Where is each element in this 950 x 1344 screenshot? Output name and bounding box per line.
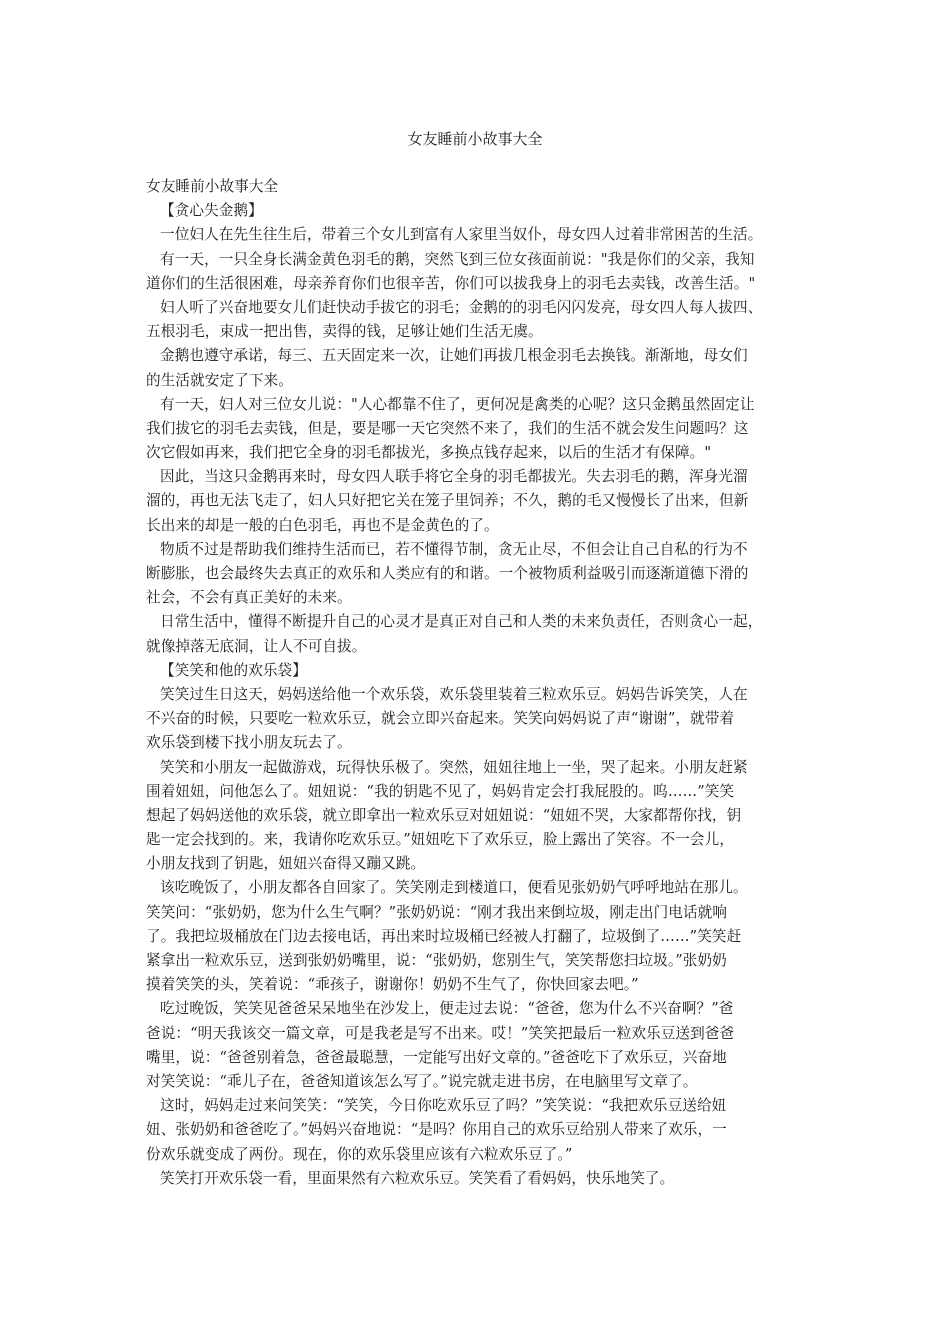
text-line: 日常生活中，懂得不断提升自己的心灵才是真正对自己和人类的未来负责任，否则贪心一起， bbox=[160, 613, 763, 631]
text-line: 摸着笑笑的头，笑着说：“乖孩子，谢谢你！奶奶不生气了，你快回家去吧。” bbox=[146, 976, 639, 994]
text-line: 笑笑过生日这天，妈妈送给他一个欢乐袋，欢乐袋里装着三粒欢乐豆。妈妈告诉笑笑，人在 bbox=[160, 685, 748, 703]
text-line: 我们拔它的羽毛去卖钱，但是，要是哪一天它突然不来了，我们的生活不就会发生问题吗？这 bbox=[146, 419, 749, 437]
text-line: 五根羽毛，束成一把出售，卖得的钱，足够让她们生活无虞。 bbox=[146, 323, 543, 341]
text-line: 份欢乐就变成了两份。现在，你的欢乐袋里应该有六粒欢乐豆了。” bbox=[146, 1145, 573, 1163]
text-line: 次它假如再来，我们把它全身的羽毛都拔光，多换点钱存起来，以后的生活才有保障。" bbox=[146, 444, 712, 462]
text-line: 社会，不会有真正美好的未来。 bbox=[146, 589, 352, 607]
text-line: 有一天，妇人对三位女儿说："人心都靠不住了，更何况是禽类的心呢？这只金鹅虽然固定让 bbox=[160, 395, 755, 413]
text-line: 爸说：“明天我该交一篇文章，可是我老是写不出来。哎！”笑笑把最后一粒欢乐豆送到爸爸 bbox=[146, 1024, 735, 1042]
text-line: 断膨胀，也会最终失去真正的欢乐和人类应有的和谐。一个被物质利益吸引而逐渐道德下滑的 bbox=[146, 565, 749, 582]
text-line: 笑笑问：“张奶奶，您为什么生气啊？”张奶奶说：“刚才我出来倒垃圾，刚走出门电话就响 bbox=[146, 903, 728, 921]
text-line: 小朋友找到了钥匙，妞妞兴奋得又蹦又跳。 bbox=[146, 855, 426, 873]
text-line: 【贪心失金鹅】 bbox=[160, 202, 263, 220]
text-line: 物质不过是帮助我们维持生活而已，若不懂得节制，贪无止尽，不但会让自己自私的行为不 bbox=[160, 540, 748, 558]
text-line: 因此，当这只金鹅再来时，母女四人联手将它全身的羽毛都拔光。失去羽毛的鹅，浑身光溜 bbox=[160, 468, 748, 486]
text-line: 紧拿出一粒欢乐豆，送到张奶奶嘴里，说：“张奶奶，您别生气，笑笑帮您扫垃圾。”张奶奶 bbox=[146, 952, 727, 969]
document-body bbox=[146, 175, 806, 1191]
text-line: 妇人听了兴奋地要女儿们赶快动手拔它的羽毛；金鹅的的羽毛闪闪发亮，母女四人每人拔四、 bbox=[160, 298, 763, 316]
text-line: 笑笑打开欢乐袋一看，里面果然有六粒欢乐豆。笑笑看了看妈妈，快乐地笑了。 bbox=[160, 1169, 675, 1187]
text-line: 就像掉落无底洞，让人不可自拔。 bbox=[146, 637, 367, 655]
text-line: 的生活就安定了下来。 bbox=[146, 371, 293, 389]
text-line: 女友睡前小故事大全 bbox=[146, 178, 279, 195]
text-line: 有一天，一只全身长满金黄色羽毛的鹅，突然飞到三位女孩面前说："我是你们的父亲，我知 bbox=[160, 250, 755, 268]
text-line: 溜的，再也无法飞走了，妇人只好把它关在笼子里饲养；不久，鹅的毛又慢慢长了出来，但新 bbox=[146, 492, 749, 510]
text-line: 了。我把垃圾桶放在门边去接电话，再出来时垃圾桶已经被人打翻了，垃圾倒了……”笑笑赶 bbox=[146, 927, 742, 945]
text-line: 道你们的生活很困难，母亲养育你们也很辛苦，你们可以拔我身上的羽毛去卖钱，改善生活。" bbox=[146, 274, 756, 292]
text-line: 欢乐袋到楼下找小朋友玩去了。 bbox=[146, 734, 352, 752]
text-line: 匙一定会找到的。来，我请你吃欢乐豆。”妞妞吃下了欢乐豆，脸上露出了笑容。不一会儿， bbox=[146, 831, 735, 849]
text-line: 金鹅也遵守承诺，每三、五天固定来一次，让她们再拔几根金羽毛去换钱。渐渐地，母女们 bbox=[160, 347, 748, 365]
text-line: 对笑笑说：“乖儿子在，爸爸知道该怎么写了。”说完就走进书房，在电脑里写文章了。 bbox=[146, 1072, 698, 1090]
text-line: 笑笑和小朋友一起做游戏，玩得快乐极了。突然，妞妞往地上一坐，哭了起来。小朋友赶紧 bbox=[160, 758, 748, 776]
text-line: 妞、张奶奶和爸爸吃了。”妈妈兴奋地说：“是吗？你用自己的欢乐豆给别人带来了欢乐，一 bbox=[146, 1121, 727, 1139]
text-line: 想起了妈妈送他的欢乐袋，就立即拿出一粒欢乐豆对妞妞说：“妞妞不哭，大家都帮你找，钥 bbox=[146, 806, 742, 824]
text-line: 一位妇人在先生往生后，带着三个女儿到富有人家里当奴仆，母女四人过着非常困苦的生活。 bbox=[160, 226, 763, 244]
text-line: 围着妞妞，问他怎么了。妞妞说：“我的钥匙不见了，妈妈肯定会打我屁股的。呜……”笑笑 bbox=[146, 782, 735, 800]
text-line: 长出来的却是一般的白色羽毛，再也不是金黄色的了。 bbox=[146, 516, 499, 534]
text-line: 吃过晚饭，笑笑见爸爸呆呆地坐在沙发上，便走过去说：“爸爸，您为什么不兴奋啊？”爸 bbox=[160, 1000, 734, 1018]
text-line: 嘴里，说：“爸爸别着急，爸爸最聪慧，一定能写出好文章的。”爸爸吃下了欢乐豆，兴奋地 bbox=[146, 1048, 727, 1066]
text-line: 不兴奋的时候，只要吃一粒欢乐豆，就会立即兴奋起来。笑笑向妈妈说了声“谢谢”，就带着 bbox=[146, 710, 735, 728]
text-line: 该吃晚饭了，小朋友都各自回家了。笑笑刚走到楼道口，便看见张奶奶气呼呼地站在那儿。 bbox=[160, 879, 748, 897]
text-line: 【笑笑和他的欢乐袋】 bbox=[160, 661, 307, 679]
text-line: 这时，妈妈走过来问笑笑：“笑笑，今日你吃欢乐豆了吗？”笑笑说：“我把欢乐豆送给妞 bbox=[160, 1097, 727, 1115]
page-title: 女友睡前小故事大全 bbox=[407, 130, 543, 148]
